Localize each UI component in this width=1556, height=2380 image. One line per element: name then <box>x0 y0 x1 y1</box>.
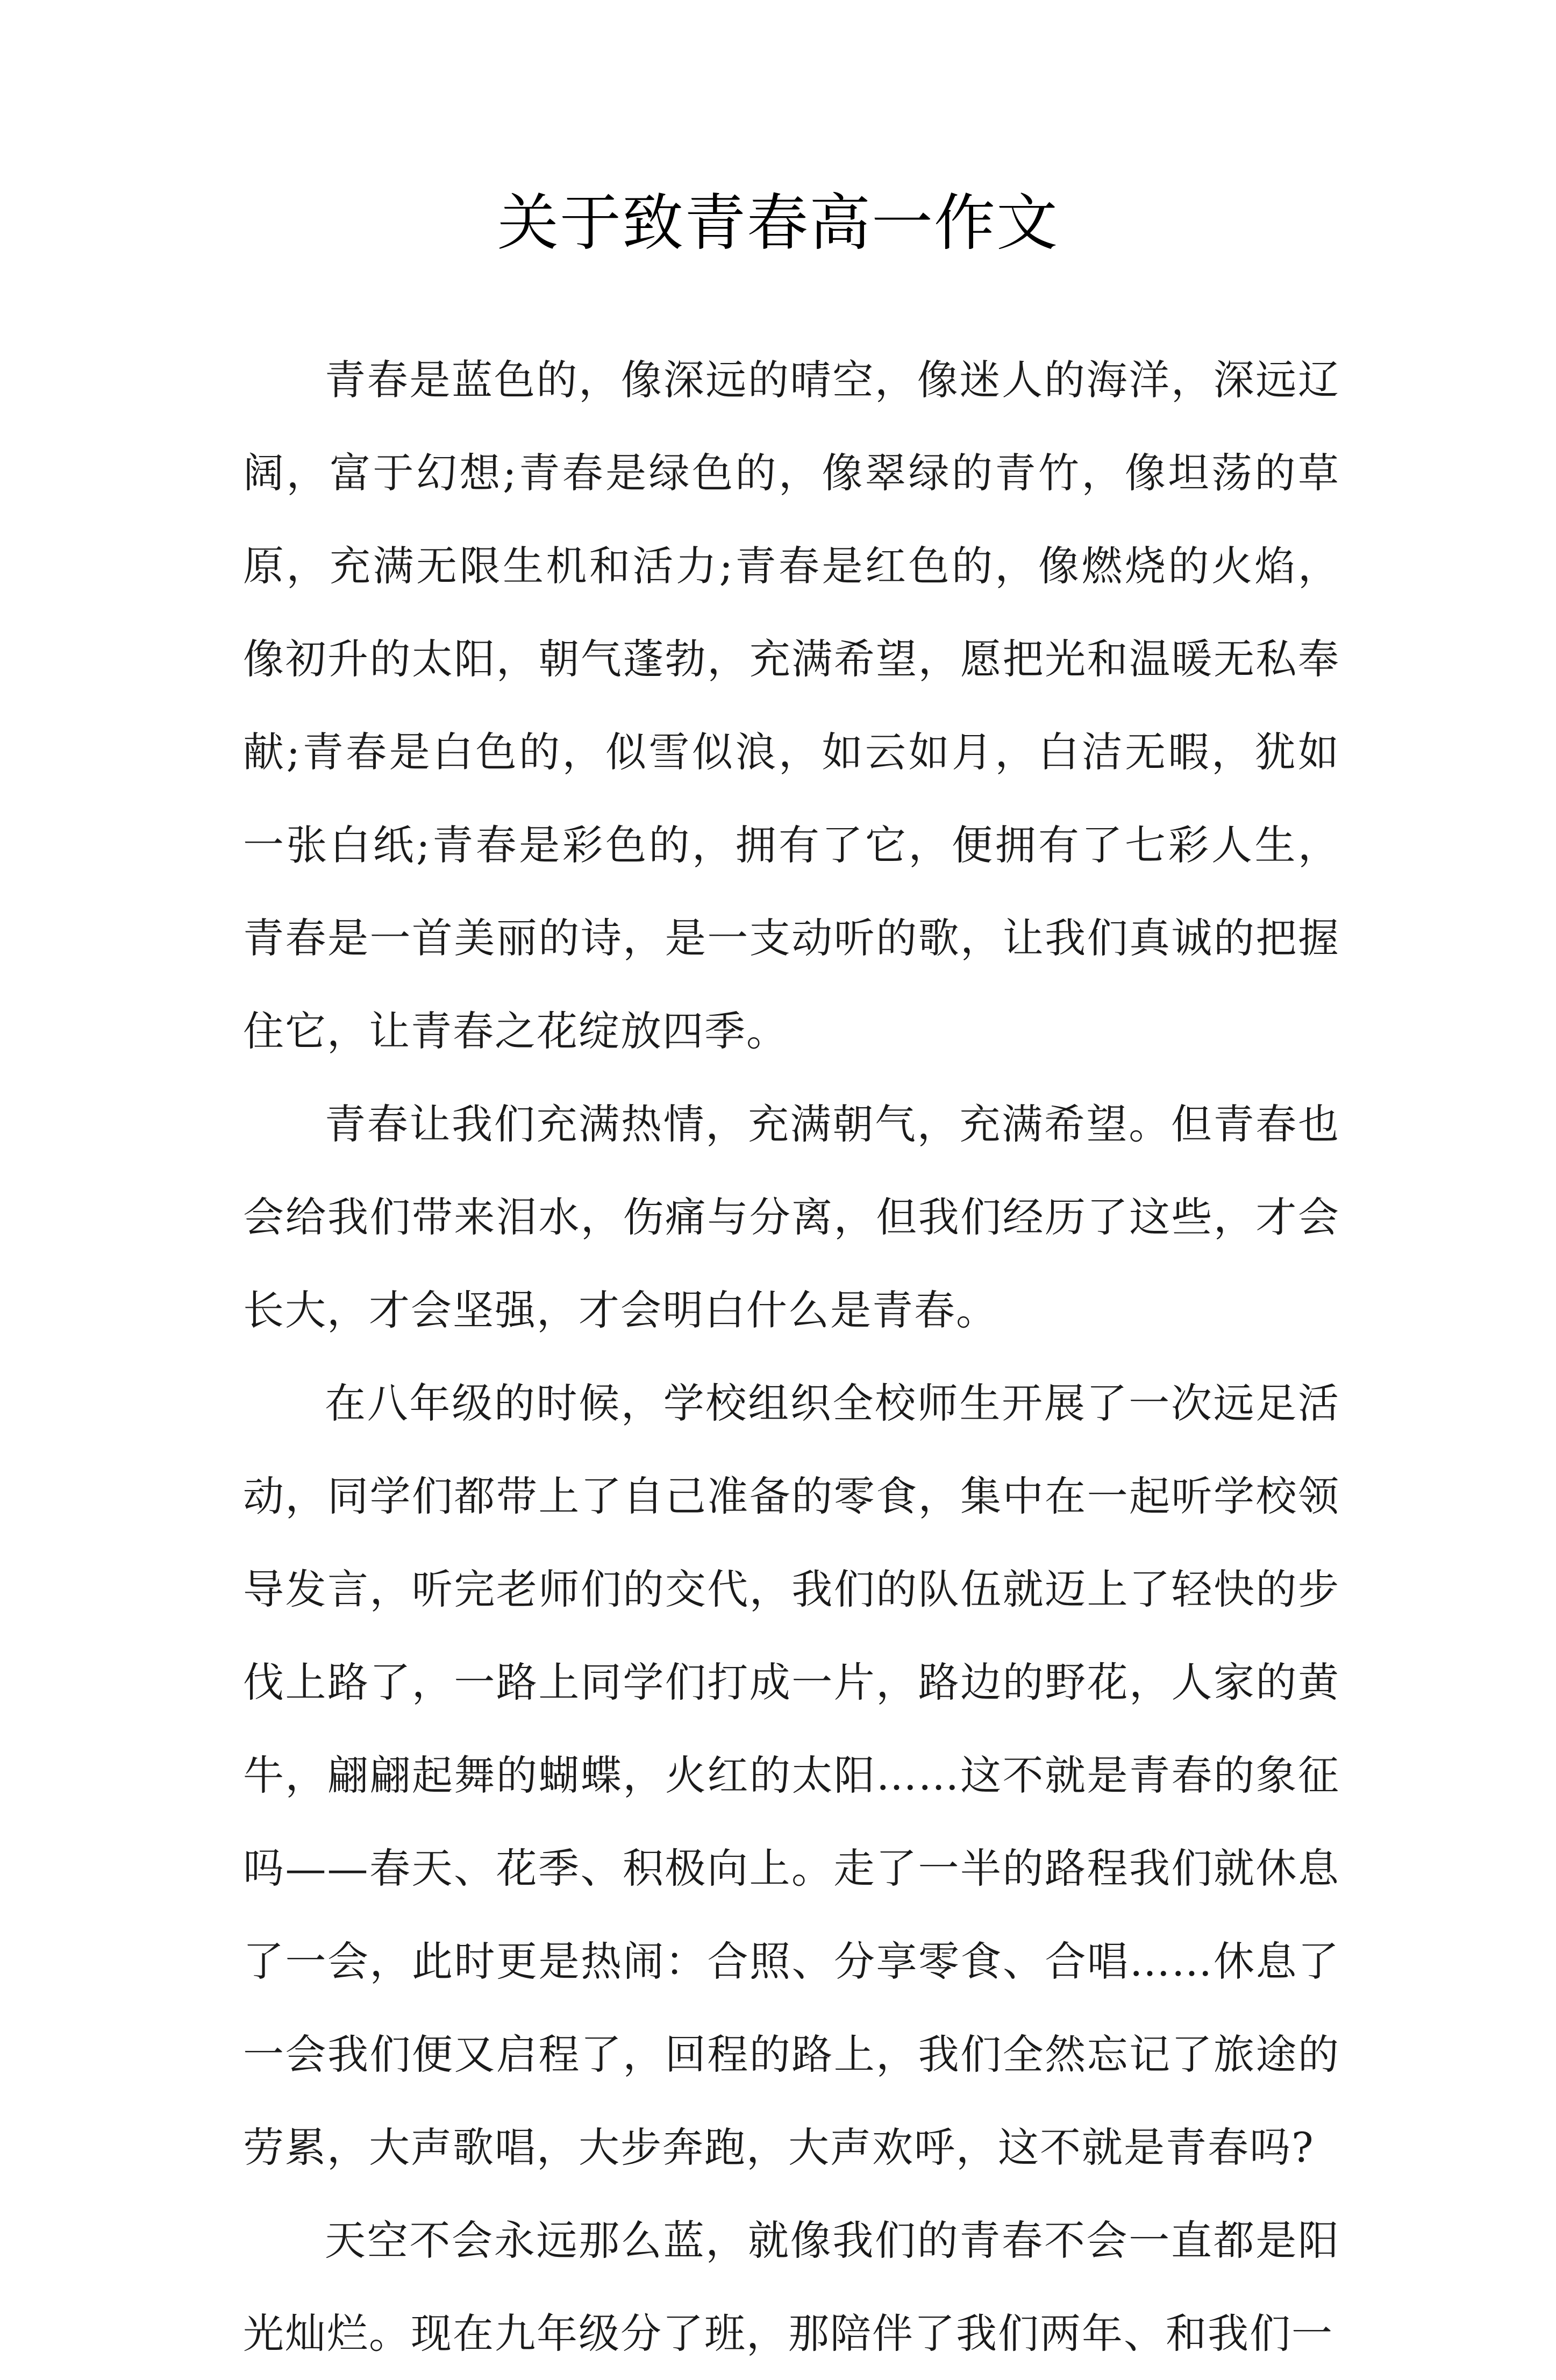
paragraph-2: 青春让我们充满热情，充满朝气，充满希望。但青春也会给我们带来泪水，伤痛与分离，但我们经历了这些，才会长大，才会坚强，才会明白什么是青春。 <box>243 1100 1340 1334</box>
paragraph-3: 在八年级的时候，学校组织全校师生开展了一次远足活动，同学们都带上了自己准备的零食，集中在一起听学校领导发言，听完老师们的交代，我们的队伍就迈上了轻快的步伐上路了，一路上同学们打成一片，路边的野花，人家的黄牛，翩翩起舞的蝴蝶，火红的太阳……这不就是青春的象征吗——春天、花季、积极向上。走了一半的路程我们就休息了一会，此时更是热闹：合照、分享零食、合唱……休息了一会我们便又启程了，回程的路上，我们全然忘记了旅途的劳累，大声歌唱，大步奔跑，大声欢呼，这不就是青春吗? <box>243 1379 1340 2171</box>
paragraph-1: 青春是蓝色的，像深远的晴空，像迷人的海洋，深远辽阔，富于幻想;青春是绿色的，像翠绿的青竹，像坦荡的草原，充满无限生机和活力;青春是红色的，像燃烧的火焰，像初升的太阳，朝气蓬勃，充满希望，愿把光和温暖无私奉献;青春是白色的，似雪似浪，如云如月，白洁无暇，犹如一张白纸;青春是彩色的，拥有了它，便拥有了七彩人生，青春是一首美丽的诗，是一支动听的歌，让我们真诚的把握住它，让青春之花绽放四季。 <box>243 356 1340 1055</box>
document-title: 关于致青春高一作文 <box>497 187 1059 259</box>
document-body <box>243 333 1340 2380</box>
paragraph-4: 天空不会永远那么蓝，就像我们的青春不会一直都是阳光灿烂。现在九年级分了班，那陪伴了我们两年、和我们一 <box>243 2217 1340 2357</box>
